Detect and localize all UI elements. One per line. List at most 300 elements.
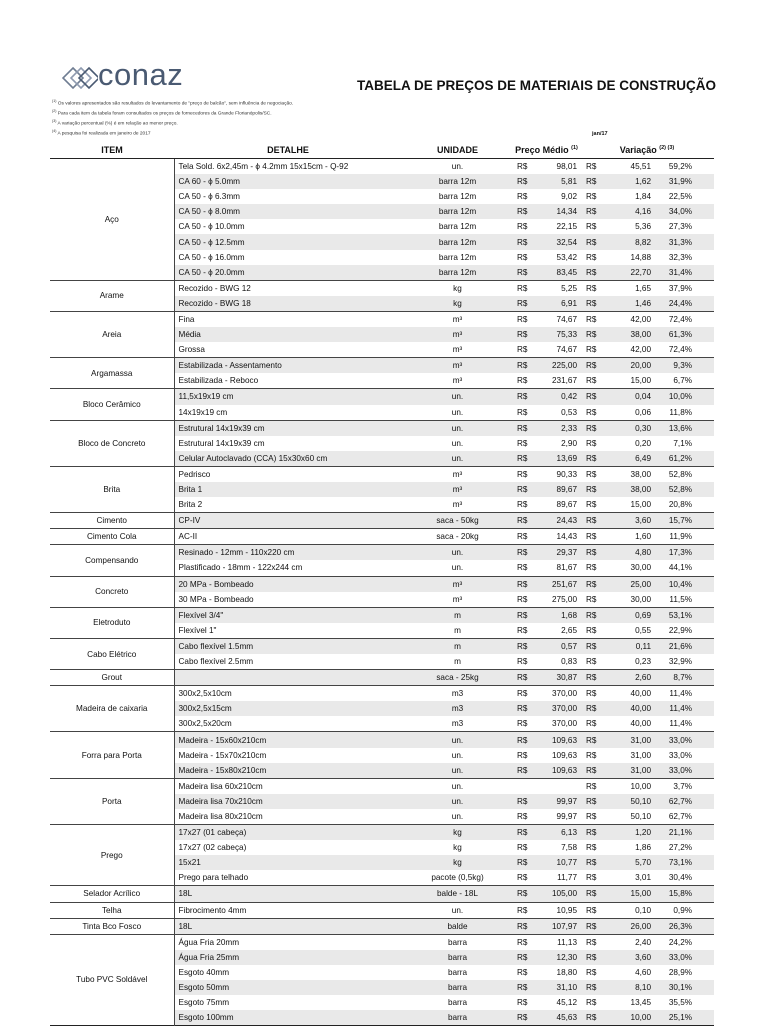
variation-pct-cell: 30,4% xyxy=(668,873,693,883)
detail-cell: Prego para telhado xyxy=(178,873,249,883)
variation-pct-cell: 53,1% xyxy=(654,607,714,623)
avg-price-cell: 12,30 xyxy=(533,950,580,965)
variation-pct-cell: 11,4% xyxy=(654,686,714,702)
currency-cell: R$ xyxy=(513,174,533,189)
variation-cell: 10,00 xyxy=(603,778,654,794)
detail-cell: Estabilizada - Reboco xyxy=(178,376,259,386)
unit-cell: m xyxy=(402,638,513,654)
variation-cell: 42,00 xyxy=(630,345,652,355)
detail-cell: Água Fria 25mm xyxy=(174,950,402,965)
variation-cell: 15,00 xyxy=(630,500,652,510)
currency-cell: R$ xyxy=(586,438,597,448)
currency-cell: R$ xyxy=(513,529,533,545)
variation-cell: 3,60 xyxy=(603,513,654,529)
page-title: TABELA DE PREÇOS DE MATERIAIS DE CONSTRUÇÃO xyxy=(357,78,717,93)
variation-cell: 1,60 xyxy=(603,529,654,545)
unit-cell: kg xyxy=(402,280,513,296)
avg-price-cell: 0,83 xyxy=(561,657,578,667)
variation-pct-cell: 30,1% xyxy=(654,980,714,995)
variation-pct-cell: 11,4% xyxy=(654,701,714,716)
avg-price-cell: 30,87 xyxy=(533,670,580,686)
item-name: Telha xyxy=(50,902,174,918)
footnote xyxy=(52,106,472,116)
avg-price-cell: 370,00 xyxy=(551,719,578,729)
table-row xyxy=(50,529,714,545)
avg-price-cell: 14,34 xyxy=(533,204,580,219)
variation-cell: 8,82 xyxy=(603,234,654,249)
variation-pct-cell: 34,0% xyxy=(654,204,714,219)
table-row xyxy=(50,159,714,175)
currency-cell: R$ xyxy=(513,420,533,436)
currency-cell: R$ xyxy=(517,843,528,853)
variation-pct-cell: 33,0% xyxy=(654,950,714,965)
unit-cell: m³ xyxy=(402,466,513,482)
table-row xyxy=(50,358,714,374)
currency-cell: R$ xyxy=(580,886,603,902)
currency-cell: R$ xyxy=(517,345,528,355)
variation-cell: 26,00 xyxy=(603,918,654,934)
currency-cell: R$ xyxy=(580,980,603,995)
variation-pct-cell: 15,7% xyxy=(654,513,714,529)
avg-price-cell: 32,54 xyxy=(533,234,580,249)
avg-price-cell: 251,67 xyxy=(533,576,580,592)
currency-cell: R$ xyxy=(580,420,603,436)
avg-price-cell: 275,00 xyxy=(551,594,578,604)
footnotes xyxy=(52,96,472,136)
detail-cell: CA 50 - ϕ 10.0mm xyxy=(178,222,245,232)
currency-cell: R$ xyxy=(580,545,603,561)
variation-pct-cell: 62,7% xyxy=(654,794,714,809)
unit-cell: saca - 50kg xyxy=(402,513,513,529)
variation-pct-cell: 22,5% xyxy=(668,192,693,202)
variation-cell: 0,20 xyxy=(635,438,652,448)
unit-cell: saca - 20kg xyxy=(402,529,513,545)
detail-cell: Flexível 3/4" xyxy=(174,607,402,623)
currency-cell: R$ xyxy=(517,967,528,977)
detail-cell: Pedrisco xyxy=(174,466,402,482)
unit-cell: m3 xyxy=(402,701,513,716)
detail-cell: Recozido - BWG 18 xyxy=(174,296,402,312)
variation-cell: 50,10 xyxy=(630,811,652,821)
variation-cell: 30,00 xyxy=(630,563,652,573)
variation-cell: 40,00 xyxy=(603,701,654,716)
currency-cell: R$ xyxy=(513,794,533,809)
variation-cell: 5,36 xyxy=(635,222,652,232)
detail-cell: 18L xyxy=(174,918,402,934)
currency-cell: R$ xyxy=(517,998,528,1008)
variation-cell: 20,00 xyxy=(603,358,654,374)
header-preco-sup: (1) xyxy=(571,145,578,151)
avg-price-cell: 10,77 xyxy=(533,855,580,870)
table-row xyxy=(50,670,714,686)
variation-cell: 0,10 xyxy=(603,902,654,918)
currency-cell: R$ xyxy=(580,855,603,870)
detail-cell xyxy=(174,670,402,686)
unit-cell: m3 xyxy=(402,686,513,702)
currency-cell: R$ xyxy=(513,855,533,870)
unit-cell: un. xyxy=(402,159,513,175)
table-row xyxy=(50,466,714,482)
variation-pct-cell: 20,8% xyxy=(668,500,693,510)
currency-cell: R$ xyxy=(517,873,528,883)
avg-price-cell: 98,01 xyxy=(533,159,580,175)
detail-cell: Água Fria 20mm xyxy=(174,934,402,950)
variation-pct-cell: 32,9% xyxy=(668,657,693,667)
detail-cell: 30 MPa - Bombeado xyxy=(178,594,254,604)
variation-pct-cell: 61,2% xyxy=(654,451,714,467)
unit-cell: un. xyxy=(451,750,464,760)
currency-cell: R$ xyxy=(580,389,603,405)
variation-pct-cell: 25,1% xyxy=(654,1010,714,1026)
item-name: Grout xyxy=(50,670,174,686)
detail-cell: Fibrocimento 4mm xyxy=(174,902,402,918)
variation-cell: 31,00 xyxy=(630,750,652,760)
variation-pct-cell: 17,3% xyxy=(654,545,714,561)
avg-price-cell: 45,12 xyxy=(556,998,578,1008)
currency-cell: R$ xyxy=(586,500,597,510)
unit-cell: m³ xyxy=(452,376,463,386)
detail-cell: Recozido - BWG 12 xyxy=(174,280,402,296)
table-row xyxy=(50,607,714,623)
currency-cell: R$ xyxy=(517,438,528,448)
currency-cell: R$ xyxy=(586,719,597,729)
variation-cell: 50,10 xyxy=(603,794,654,809)
table-row xyxy=(50,825,714,841)
table-row xyxy=(50,778,714,794)
item-name: Prego xyxy=(50,825,174,886)
currency-cell: R$ xyxy=(580,482,603,497)
unit-cell: un. xyxy=(402,451,513,467)
table-row xyxy=(50,638,714,654)
unit-cell: barra xyxy=(402,934,513,950)
detail-cell: Brita 1 xyxy=(174,482,402,497)
unit-cell: kg xyxy=(402,855,513,870)
unit-cell: un. xyxy=(451,811,464,821)
currency-cell: R$ xyxy=(586,998,597,1008)
variation-pct-cell: 35,5% xyxy=(668,998,693,1008)
detail-cell: Madeira - 15x60x210cm xyxy=(174,732,402,748)
item-name: Bloco de Concreto xyxy=(50,420,174,466)
header-preco-label: Preço Médio xyxy=(515,145,569,155)
detail-cell: CA 50 - ϕ 8.0mm xyxy=(174,204,402,219)
detail-cell: 300x2,5x10cm xyxy=(174,686,402,702)
avg-price-cell: 9,02 xyxy=(561,192,578,202)
item-name: Tinta Bco Fosco xyxy=(50,918,174,934)
detail-cell: CA 60 - ϕ 5.0mm xyxy=(174,174,402,189)
detail-cell: 17x27 (01 cabeça) xyxy=(174,825,402,841)
item-name: Tubo PVC Soldável xyxy=(50,934,174,1026)
avg-price-cell: 74,67 xyxy=(533,311,580,327)
variation-cell: 13,45 xyxy=(630,998,652,1008)
currency-cell: R$ xyxy=(580,732,603,748)
item-name: Areia xyxy=(50,311,174,357)
header-item: ITEM xyxy=(50,142,174,159)
unit-cell: kg xyxy=(453,843,462,853)
currency-cell: R$ xyxy=(513,686,533,702)
variation-cell: 1,46 xyxy=(603,296,654,312)
variation-cell: 30,00 xyxy=(630,594,652,604)
avg-price-cell: 83,45 xyxy=(533,265,580,281)
variation-pct-cell: 61,3% xyxy=(654,327,714,342)
variation-cell: 14,88 xyxy=(630,252,652,262)
currency-cell: R$ xyxy=(513,732,533,748)
detail-cell: Madeira - 15x80x210cm xyxy=(174,763,402,779)
currency-cell: R$ xyxy=(513,934,533,950)
avg-price-cell: 10,95 xyxy=(533,902,580,918)
footnote-mark: (1) xyxy=(52,99,57,103)
item-name: Brita xyxy=(50,466,174,512)
avg-price-cell: 99,97 xyxy=(556,811,578,821)
detail-cell: Flexível 1" xyxy=(178,625,217,635)
table-body xyxy=(50,159,714,1026)
avg-price-cell: 11,13 xyxy=(533,934,580,950)
variation-pct-cell: 33,0% xyxy=(654,732,714,748)
currency-cell: R$ xyxy=(580,918,603,934)
currency-cell: R$ xyxy=(513,389,533,405)
table-row xyxy=(50,886,714,902)
detail-cell: Esgoto 100mm xyxy=(174,1010,402,1026)
item-name: Concreto xyxy=(50,576,174,607)
header-detalhe: DETALHE xyxy=(174,142,402,159)
unit-cell: un. xyxy=(402,545,513,561)
unit-cell: barra 12m xyxy=(402,265,513,281)
detail-cell: Madeira lisa 70x210cm xyxy=(174,794,402,809)
variation-cell: 3,01 xyxy=(635,873,652,883)
unit-cell: un. xyxy=(402,902,513,918)
currency-cell: R$ xyxy=(580,327,603,342)
currency-cell: R$ xyxy=(580,529,603,545)
unit-cell: saca - 25kg xyxy=(402,670,513,686)
currency-cell: R$ xyxy=(513,825,533,841)
variation-cell: 5,70 xyxy=(603,855,654,870)
unit-cell: un. xyxy=(402,420,513,436)
currency-cell: R$ xyxy=(513,545,533,561)
avg-price-cell: 22,15 xyxy=(556,222,578,232)
currency-cell: R$ xyxy=(513,513,533,529)
detail-cell: Brita 2 xyxy=(178,500,203,510)
header-variacao-label: Variação xyxy=(619,145,657,155)
avg-price-cell: 370,00 xyxy=(533,686,580,702)
variation-cell: 1,62 xyxy=(603,174,654,189)
avg-price-cell: 7,58 xyxy=(561,843,578,853)
currency-cell: R$ xyxy=(586,967,597,977)
variation-cell: 0,55 xyxy=(635,625,652,635)
unit-cell: un. xyxy=(451,407,464,417)
item-name: Compensando xyxy=(50,545,174,576)
variation-cell: 2,60 xyxy=(603,670,654,686)
currency-cell: R$ xyxy=(580,280,603,296)
header-variacao-sup: (2) (3) xyxy=(659,145,675,151)
avg-price-cell: 5,81 xyxy=(533,174,580,189)
unit-cell: m xyxy=(454,625,461,635)
detail-cell: Esgoto 75mm xyxy=(178,998,230,1008)
variation-cell: 22,70 xyxy=(603,265,654,281)
variation-pct-cell: 27,3% xyxy=(668,222,693,232)
currency-cell: R$ xyxy=(580,466,603,482)
avg-price-cell: 105,00 xyxy=(533,886,580,902)
detail-cell: CA 50 - ϕ 12.5mm xyxy=(174,234,402,249)
avg-price-cell: 107,97 xyxy=(533,918,580,934)
variation-cell: 45,51 xyxy=(603,159,654,175)
currency-cell: R$ xyxy=(513,159,533,175)
variation-cell: 38,00 xyxy=(603,327,654,342)
currency-cell: R$ xyxy=(580,174,603,189)
detail-cell: Estrutural 14x19x39 cm xyxy=(174,420,402,436)
currency-cell: R$ xyxy=(513,607,533,623)
item-name: Selador Acrílico xyxy=(50,886,174,902)
variation-pct-cell: 27,2% xyxy=(668,843,693,853)
item-name: Arame xyxy=(50,280,174,311)
currency-cell: R$ xyxy=(517,657,528,667)
detail-cell: Resinado - 12mm - 110x220 cm xyxy=(174,545,402,561)
detail-cell: Média xyxy=(174,327,402,342)
currency-cell xyxy=(513,778,533,794)
currency-cell: R$ xyxy=(513,482,533,497)
variation-pct-cell: 52,8% xyxy=(654,466,714,482)
currency-cell: R$ xyxy=(580,358,603,374)
detail-cell: 18L xyxy=(174,886,402,902)
avg-price-cell: 370,00 xyxy=(533,701,580,716)
currency-cell: R$ xyxy=(513,327,533,342)
variation-cell: 31,00 xyxy=(603,732,654,748)
avg-price-cell: 109,63 xyxy=(551,750,578,760)
detail-cell: CP-IV xyxy=(174,513,402,529)
table-row xyxy=(50,934,714,950)
variation-pct-cell: 11,8% xyxy=(669,407,693,417)
variation-cell: 1,86 xyxy=(635,843,652,853)
item-name: Eletroduto xyxy=(50,607,174,638)
variation-pct-cell: 13,6% xyxy=(654,420,714,436)
currency-cell: R$ xyxy=(517,376,528,386)
currency-cell: R$ xyxy=(580,1010,603,1026)
variation-cell: 40,00 xyxy=(603,686,654,702)
unit-cell: m³ xyxy=(402,311,513,327)
unit-cell: m³ xyxy=(402,358,513,374)
currency-cell: R$ xyxy=(580,513,603,529)
table-row xyxy=(50,902,714,918)
variation-pct-cell: 11,4% xyxy=(669,719,693,729)
avg-price-cell: 1,68 xyxy=(533,607,580,623)
currency-cell: R$ xyxy=(580,763,603,779)
footnote-text: A variação percentual (%) é em relação ao menor preço. xyxy=(57,121,178,127)
avg-price-cell: 14,43 xyxy=(533,529,580,545)
variation-pct-cell: 31,4% xyxy=(654,265,714,281)
variation-pct-cell: 44,1% xyxy=(668,563,693,573)
currency-cell: R$ xyxy=(513,466,533,482)
unit-cell: barra 12m xyxy=(438,222,477,232)
table-header-row xyxy=(50,142,714,159)
currency-cell: R$ xyxy=(580,296,603,312)
currency-cell: R$ xyxy=(580,265,603,281)
currency-cell: R$ xyxy=(586,407,597,417)
variation-pct-cell: 11,5% xyxy=(669,594,693,604)
variation-pct-cell: 6,7% xyxy=(673,376,693,386)
unit-cell: un. xyxy=(402,389,513,405)
avg-price-cell: 0,53 xyxy=(561,407,578,417)
survey-date: jan/17 xyxy=(592,131,608,137)
detail-cell: 14x19x19 cm xyxy=(178,407,228,417)
detail-cell: Madeira - 15x70x210cm xyxy=(178,750,267,760)
table-row xyxy=(50,420,714,436)
currency-cell: R$ xyxy=(513,280,533,296)
currency-cell: R$ xyxy=(513,918,533,934)
detail-cell: CA 50 - ϕ 6.3mm xyxy=(178,192,240,202)
variation-cell: 38,00 xyxy=(603,482,654,497)
conaz-logo-icon xyxy=(62,66,98,90)
currency-cell: R$ xyxy=(586,222,597,232)
variation-cell: 8,10 xyxy=(603,980,654,995)
table-row xyxy=(50,311,714,327)
footnote-text: Os valores apresentados são resultados do levantamento de "preço de balcão", sem influência de negociação. xyxy=(57,101,294,107)
unit-cell: barra 12m xyxy=(402,174,513,189)
detail-cell: Estabilizada - Assentamento xyxy=(174,358,402,374)
unit-cell: m³ xyxy=(402,482,513,497)
variation-pct-cell: 11,9% xyxy=(654,529,714,545)
unit-cell: un. xyxy=(402,794,513,809)
currency-cell: R$ xyxy=(513,638,533,654)
avg-price-cell: 2,90 xyxy=(561,438,578,448)
table-row xyxy=(50,686,714,702)
unit-cell: barra xyxy=(447,998,468,1008)
currency-cell: R$ xyxy=(517,222,528,232)
variation-pct-cell: 33,0% xyxy=(668,750,693,760)
currency-cell: R$ xyxy=(513,234,533,249)
avg-price-cell: 89,67 xyxy=(556,500,578,510)
item-name: Cabo Elétrico xyxy=(50,638,174,669)
detail-cell: 20 MPa - Bombeado xyxy=(174,576,402,592)
detail-cell: Cabo flexível 2.5mm xyxy=(178,657,254,667)
table-row xyxy=(50,918,714,934)
unit-cell: un. xyxy=(451,438,464,448)
currency-cell: R$ xyxy=(517,625,528,635)
avg-price-cell: 0,57 xyxy=(533,638,580,654)
currency-cell: R$ xyxy=(517,563,528,573)
currency-cell: R$ xyxy=(580,607,603,623)
currency-cell: R$ xyxy=(513,670,533,686)
header-preco-medio xyxy=(513,142,580,159)
detail-cell: Fina xyxy=(174,311,402,327)
detail-cell: Madeira lisa 60x210cm xyxy=(174,778,402,794)
currency-cell: R$ xyxy=(513,763,533,779)
variation-cell: 31,00 xyxy=(603,763,654,779)
currency-cell: R$ xyxy=(586,252,597,262)
currency-cell: R$ xyxy=(586,843,597,853)
currency-cell: R$ xyxy=(580,902,603,918)
unit-cell: un. xyxy=(402,778,513,794)
variation-cell: 1,20 xyxy=(603,825,654,841)
detail-cell: AC-II xyxy=(174,529,402,545)
detail-cell: Esgoto 40mm xyxy=(178,967,230,977)
currency-cell: R$ xyxy=(513,204,533,219)
currency-cell: R$ xyxy=(580,825,603,841)
unit-cell: kg xyxy=(402,296,513,312)
currency-cell: R$ xyxy=(580,234,603,249)
detail-cell: Cabo flexível 1.5mm xyxy=(174,638,402,654)
currency-cell: R$ xyxy=(586,563,597,573)
unit-cell: barra xyxy=(402,950,513,965)
currency-cell: R$ xyxy=(580,576,603,592)
variation-pct-cell: 72,4% xyxy=(654,311,714,327)
unit-cell: barra 12m xyxy=(402,204,513,219)
currency-cell: R$ xyxy=(580,794,603,809)
item-name: Madeira de caixaria xyxy=(50,686,174,732)
avg-price-cell: 231,67 xyxy=(551,376,578,386)
footnote xyxy=(52,116,472,126)
variation-cell: 1,84 xyxy=(635,192,652,202)
currency-cell: R$ xyxy=(580,451,603,467)
variation-pct-cell: 7,1% xyxy=(673,438,693,448)
variation-pct-cell: 8,7% xyxy=(654,670,714,686)
